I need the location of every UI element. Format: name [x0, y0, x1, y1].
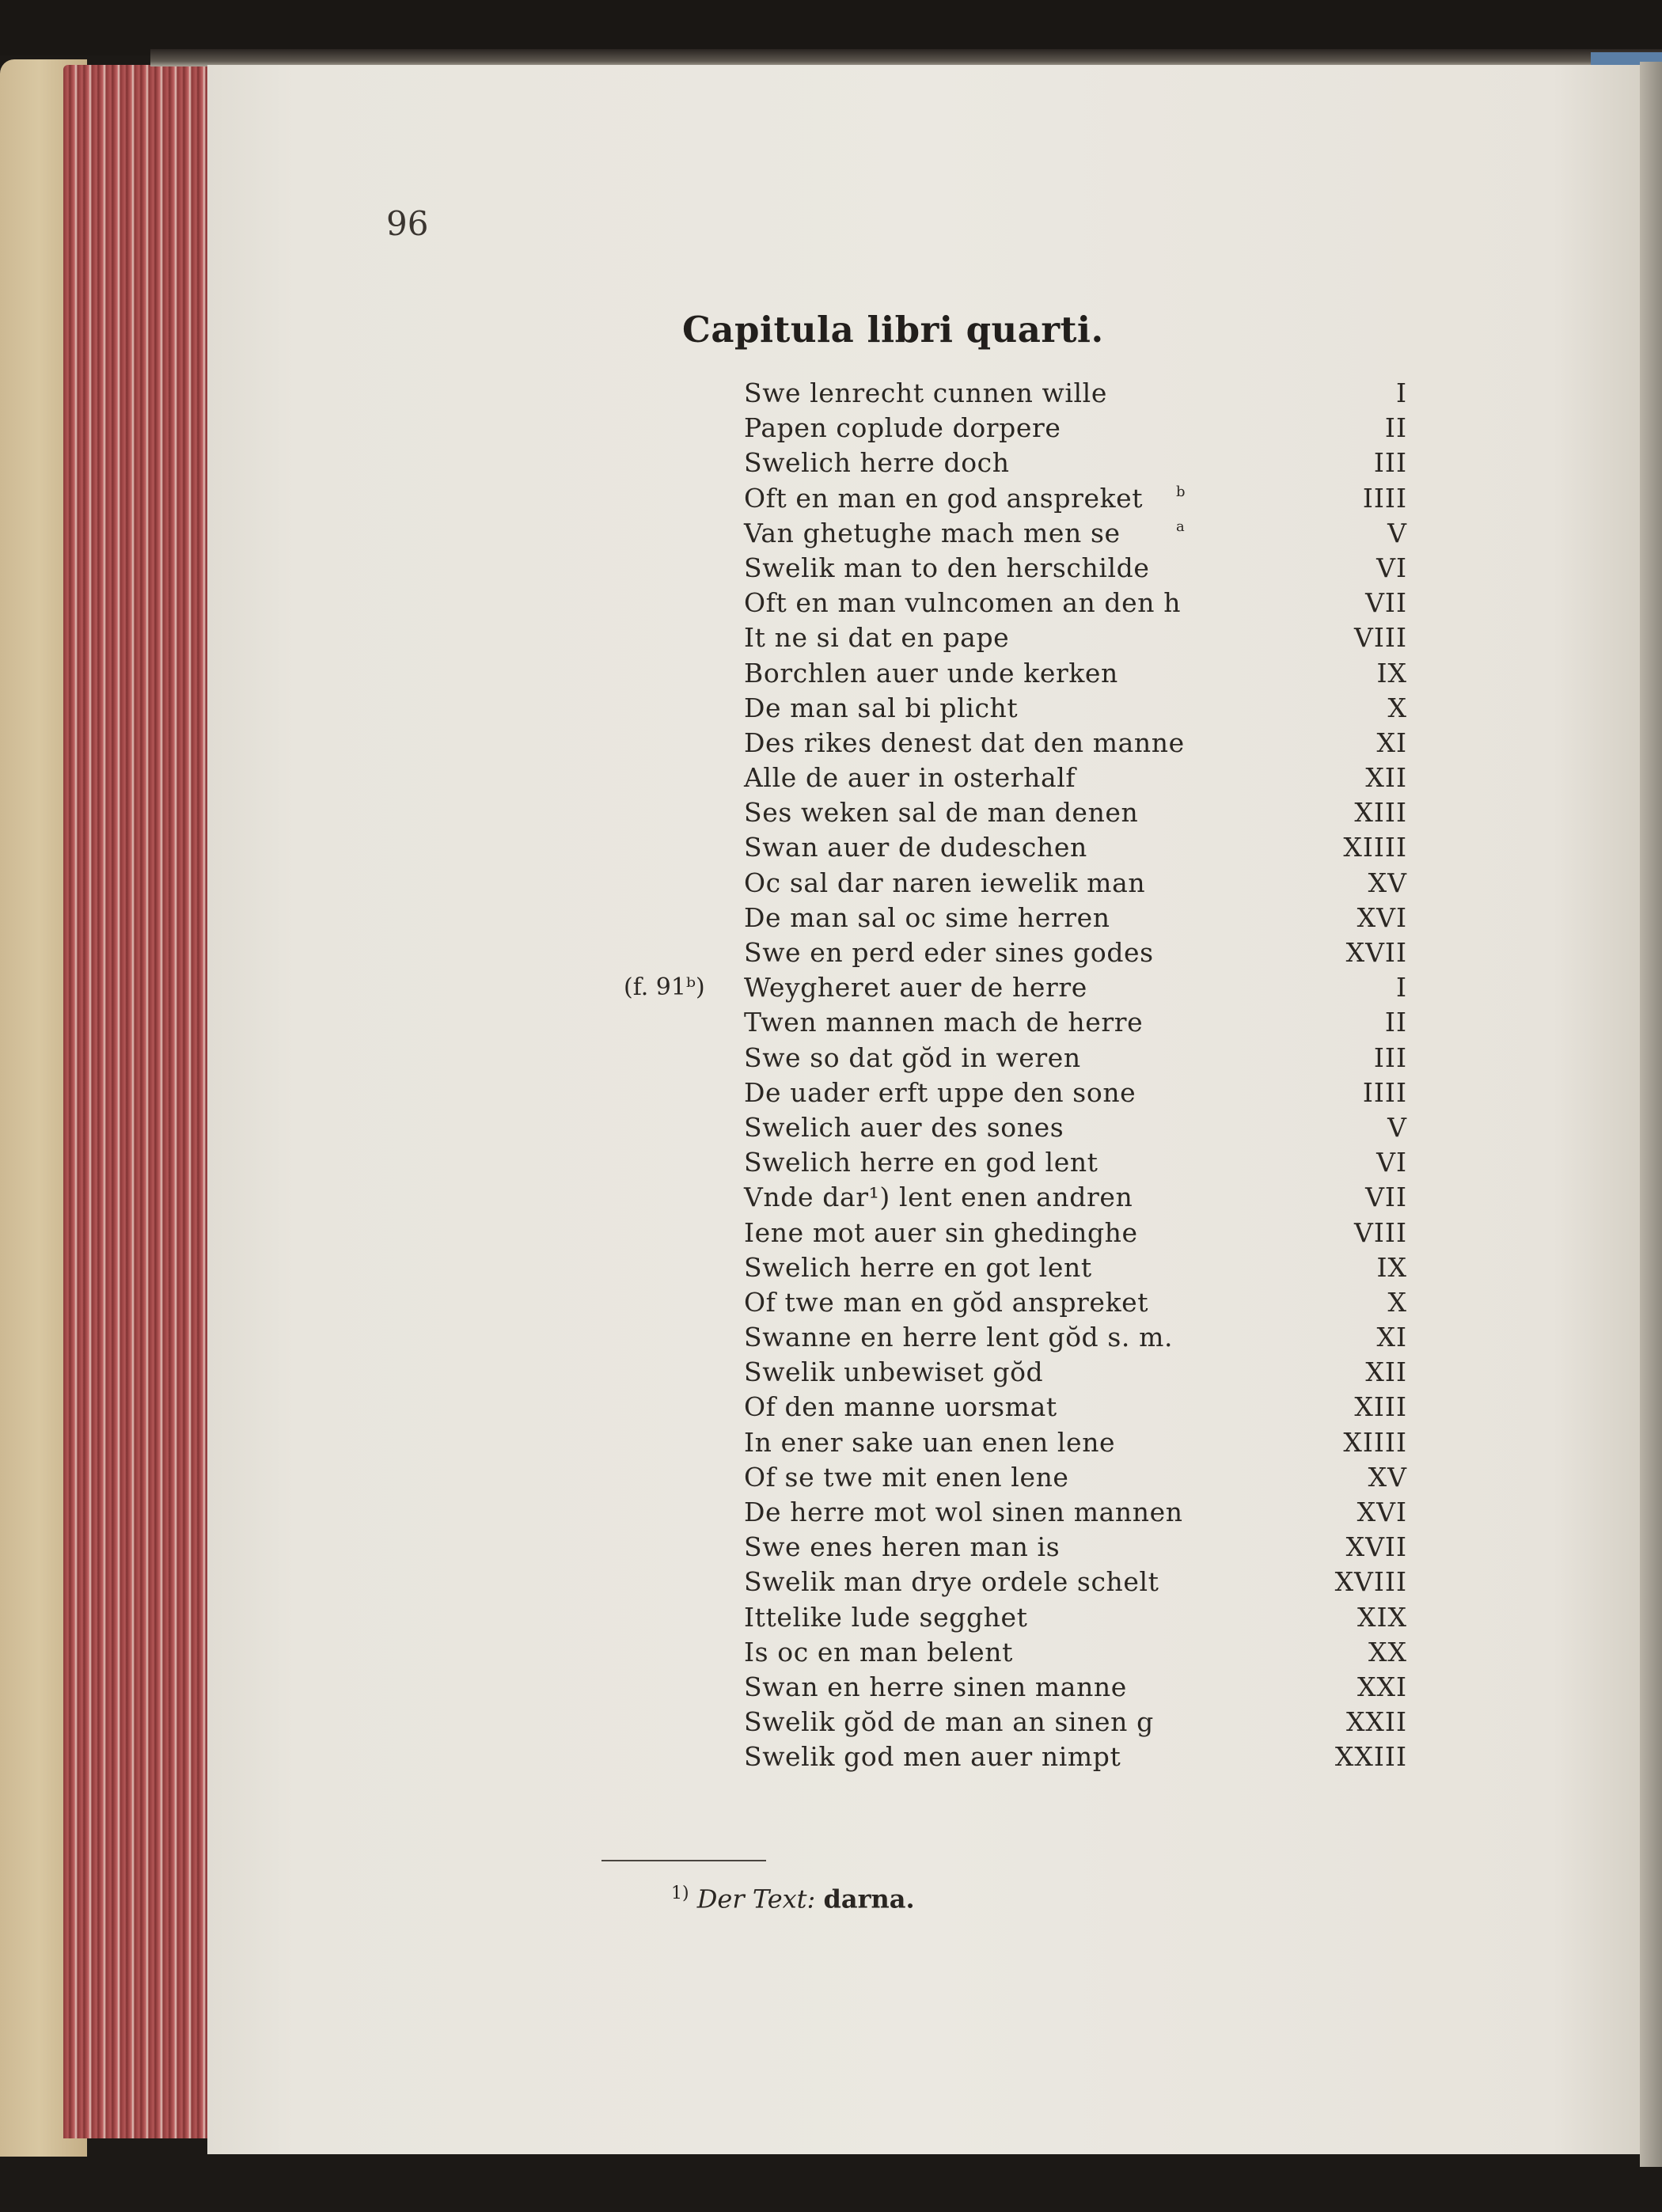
- chapter-row: [537, 1670, 1407, 1705]
- chapter-title: Swe enes heren man is: [744, 1531, 1061, 1563]
- chapter-number: VII: [1365, 1182, 1407, 1213]
- footnote: [671, 1884, 915, 1914]
- chapter-row: [537, 656, 1407, 691]
- chapter-number: I: [1395, 378, 1407, 408]
- chapter-title: It ne si dat en pape: [744, 622, 1010, 654]
- chapter-number: IX: [1376, 657, 1407, 689]
- chapter-row: [537, 1460, 1407, 1495]
- chapter-title: Swelik gŏd de man an sinen g: [744, 1706, 1154, 1738]
- chapter-title: Ittelike lude segghet: [744, 1601, 1028, 1633]
- chapter-title: Twen mannen mach de herre: [744, 1007, 1144, 1038]
- chapter-title: Swelik man to den herschilde: [744, 552, 1150, 583]
- chapter-number: XXII: [1345, 1706, 1407, 1738]
- chapter-title: Of den manne uorsmat: [744, 1391, 1057, 1423]
- chapter-row: [537, 1635, 1407, 1670]
- chapter-number: VIII: [1354, 622, 1407, 654]
- chapter-row: [537, 1250, 1407, 1285]
- chapter-title: Swan auer de dudeschen: [744, 832, 1087, 863]
- chapter-row: [537, 1390, 1407, 1425]
- footnote-rule: [601, 1860, 766, 1861]
- page-number: 96: [386, 204, 429, 243]
- chapter-number: XVII: [1345, 1531, 1407, 1563]
- chapter-title: Iene mot auer sin ghedinghe: [744, 1216, 1138, 1248]
- chapter-title: Is oc en man belent: [744, 1636, 1013, 1668]
- chapter-number: X: [1387, 692, 1407, 723]
- chapter-number: III: [1373, 1041, 1407, 1073]
- chapter-row: [537, 1425, 1407, 1460]
- chapter-title: Swelich herre doch: [744, 447, 1010, 479]
- chapter-number: IIII: [1362, 482, 1407, 514]
- chapter-title: Swelik man drye ordele schelt: [744, 1566, 1159, 1598]
- chapter-number: III: [1373, 447, 1407, 479]
- chapter-number: XII: [1365, 762, 1407, 794]
- chapter-number: XIIII: [1343, 1426, 1407, 1458]
- chapter-row: [537, 620, 1407, 655]
- footnote-word: darna.: [823, 1884, 915, 1914]
- chapter-row: [537, 901, 1407, 935]
- chapter-number: VIII: [1354, 1216, 1407, 1248]
- chapter-row: [537, 1530, 1407, 1565]
- chapter-row: [537, 1705, 1407, 1740]
- chapter-number: VI: [1376, 552, 1407, 583]
- chapter-number: V: [1387, 517, 1407, 548]
- chapter-row: [537, 1041, 1407, 1076]
- chapter-row: [537, 1285, 1407, 1320]
- chapter-row: [537, 481, 1407, 516]
- chapter-number: XXI: [1357, 1671, 1407, 1702]
- chapter-number: XXIII: [1334, 1741, 1407, 1773]
- marginal-marker: b: [1176, 483, 1186, 500]
- chapter-number: I: [1395, 972, 1407, 1004]
- page-right-edge: [1640, 62, 1662, 2167]
- chapter-title: De uader erft uppe den sone: [744, 1076, 1136, 1108]
- chapter-title: Van ghetughe mach men se: [744, 517, 1121, 548]
- chapter-number: IIII: [1362, 1076, 1407, 1108]
- chapter-row: [537, 1005, 1407, 1040]
- marginal-marker: a: [1176, 518, 1185, 535]
- top-shadow: [150, 49, 1662, 66]
- chapter-row: [537, 1110, 1407, 1145]
- chapter-title: Swelich herre en got lent: [744, 1251, 1092, 1283]
- chapter-number: VII: [1365, 587, 1407, 619]
- chapter-number: XII: [1365, 1356, 1407, 1388]
- chapter-title: Swan en herre sinen manne: [744, 1671, 1127, 1702]
- chapter-row: [537, 1216, 1407, 1250]
- chapter-number: XIIII: [1343, 832, 1407, 863]
- page-heading: Capitula libri quarti.: [682, 309, 1104, 351]
- chapter-row: [537, 1355, 1407, 1390]
- chapter-row: [537, 376, 1407, 411]
- chapter-title: De man sal oc sime herren: [744, 901, 1110, 933]
- chapter-title: Swe lenrecht cunnen wille: [744, 378, 1107, 408]
- chapter-row: [537, 446, 1407, 480]
- chapter-number: II: [1384, 412, 1407, 444]
- chapter-row: [537, 726, 1407, 761]
- chapter-number: XIII: [1354, 797, 1407, 829]
- chapter-list: [537, 376, 1407, 1775]
- chapter-number: XVII: [1345, 937, 1407, 968]
- chapter-row: [537, 970, 1407, 1005]
- chapter-row: [537, 1565, 1407, 1599]
- chapter-number: XVI: [1357, 901, 1407, 933]
- chapter-row: [537, 551, 1407, 586]
- chapter-title: Ses weken sal de man denen: [744, 797, 1139, 829]
- chapter-number: XIX: [1357, 1601, 1407, 1633]
- chapter-title: Alle de auer in osterhalf: [744, 762, 1076, 794]
- chapter-row: [537, 411, 1407, 446]
- chapter-title: Swelik god men auer nimpt: [744, 1741, 1121, 1773]
- chapter-row: [537, 761, 1407, 795]
- chapter-number: XI: [1376, 1322, 1407, 1353]
- chapter-number: V: [1387, 1111, 1407, 1143]
- chapter-number: XX: [1368, 1636, 1407, 1668]
- chapter-number: X: [1387, 1286, 1407, 1318]
- chapter-title: Oft en man en god anspreket: [744, 482, 1144, 514]
- chapter-row: [537, 1320, 1407, 1355]
- chapter-title: Oft en man vulncomen an den h: [744, 587, 1182, 619]
- chapter-row: [537, 1600, 1407, 1635]
- chapter-title: Swelik unbewiset gŏd: [744, 1356, 1044, 1388]
- chapter-row: [537, 866, 1407, 901]
- folio-reference: (f. 91ᵇ): [624, 973, 705, 1002]
- chapter-row: [537, 1180, 1407, 1215]
- chapter-title: In ener sake uan enen lene: [744, 1426, 1116, 1458]
- footnote-label: Der Text:: [696, 1884, 816, 1914]
- chapter-row: [537, 830, 1407, 865]
- chapter-title: Swelich herre en god lent: [744, 1147, 1099, 1178]
- chapter-number: XI: [1376, 727, 1407, 758]
- chapter-title: Swanne en herre lent gŏd s. m.: [744, 1322, 1174, 1353]
- page-edges: [63, 65, 214, 2138]
- chapter-row: [537, 795, 1407, 830]
- chapter-row: [537, 691, 1407, 726]
- chapter-title: De man sal bi plicht: [744, 692, 1019, 723]
- chapter-number: VI: [1376, 1147, 1407, 1178]
- chapter-row: [537, 1076, 1407, 1110]
- chapter-title: Borchlen auer unde kerken: [744, 657, 1118, 689]
- chapter-title: Vnde dar¹) lent enen andren: [744, 1182, 1133, 1213]
- chapter-title: Of se twe mit enen lene: [744, 1461, 1069, 1493]
- chapter-title: De herre mot wol sinen mannen: [744, 1497, 1183, 1527]
- chapter-title: Papen coplude dorpere: [744, 412, 1061, 444]
- chapter-number: XV: [1368, 867, 1407, 898]
- chapter-title: Weygheret auer de herre: [744, 972, 1087, 1004]
- chapter-row: [537, 1740, 1407, 1774]
- chapter-row: [537, 1145, 1407, 1180]
- chapter-number: II: [1384, 1007, 1407, 1038]
- chapter-title: Oc sal dar naren iewelik man: [744, 867, 1146, 898]
- chapter-title: Swelich auer des sones: [744, 1111, 1064, 1143]
- chapter-number: XVI: [1357, 1497, 1407, 1527]
- chapter-title: Swe en perd eder sines godes: [744, 937, 1154, 968]
- chapter-title: Of twe man en gŏd anspreket: [744, 1286, 1149, 1318]
- chapter-row: [537, 1495, 1407, 1530]
- chapter-number: XIII: [1354, 1391, 1407, 1423]
- footnote-mark: 1): [671, 1884, 689, 1903]
- chapter-number: XV: [1368, 1461, 1407, 1493]
- chapter-number: XVIII: [1334, 1566, 1407, 1598]
- chapter-row: [537, 516, 1407, 551]
- chapter-row: [537, 586, 1407, 620]
- chapter-number: IX: [1376, 1251, 1407, 1283]
- chapter-title: Swe so dat gŏd in weren: [744, 1041, 1081, 1073]
- chapter-row: [537, 935, 1407, 970]
- chapter-title: Des rikes denest dat den manne: [744, 727, 1185, 758]
